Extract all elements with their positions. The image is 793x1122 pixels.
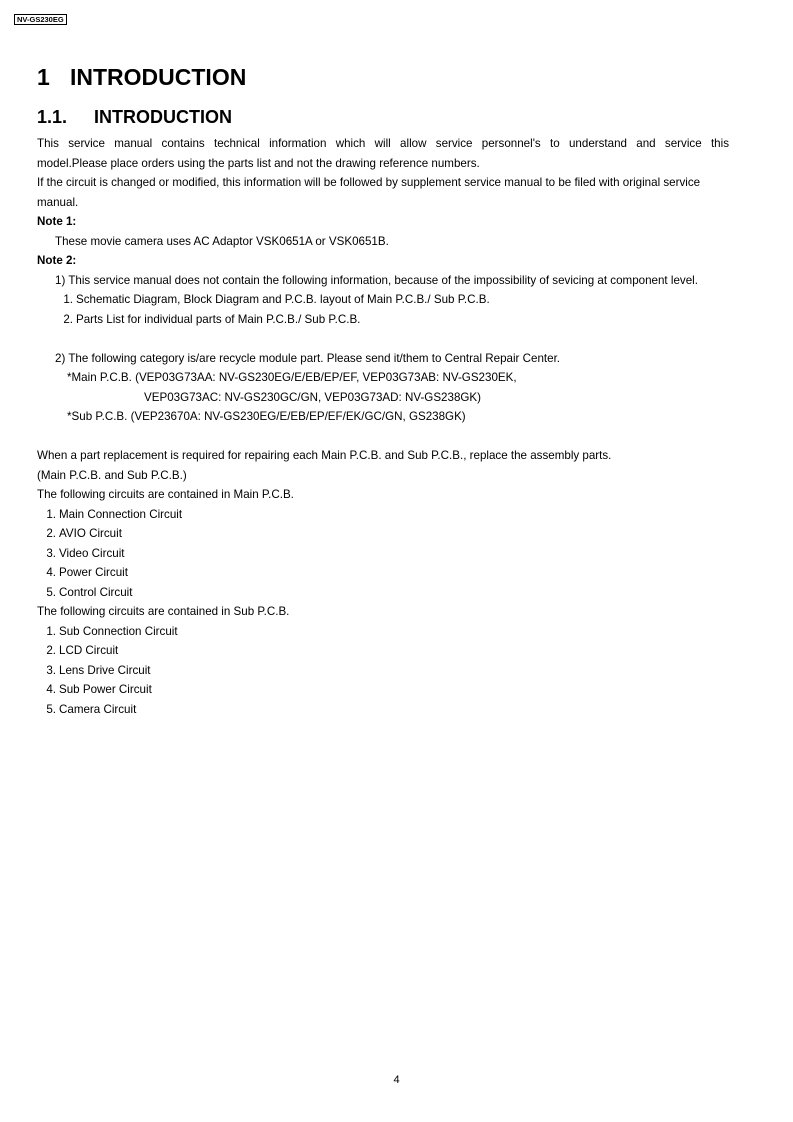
intro-paragraph-1-line-2: model.Please place orders using the parts list and not the drawing reference numbers. bbox=[37, 156, 480, 170]
list-item bbox=[37, 310, 729, 330]
page-number: 4 bbox=[393, 1074, 400, 1086]
list-item bbox=[37, 680, 729, 700]
model-number-label: NV-GS230EG bbox=[14, 14, 67, 25]
section-title-text: INTRODUCTION bbox=[94, 107, 232, 127]
list-item-text: Video Circuit bbox=[59, 546, 125, 560]
list-item-number: 5. bbox=[46, 702, 56, 716]
list-item-text: Schematic Diagram, Block Diagram and P.C.B. layout of Main P.C.B./ Sub P.C.B. bbox=[76, 293, 490, 306]
note-1-text: These movie camera uses AC Adaptor VSK0651A or VSK0651B. bbox=[55, 234, 389, 248]
intro-paragraph-1 bbox=[37, 134, 729, 173]
list-item bbox=[37, 524, 729, 544]
list-item-number: 1. bbox=[63, 293, 73, 306]
spacer bbox=[37, 427, 729, 447]
list-item bbox=[37, 583, 729, 603]
note-1-label: Note 1: bbox=[37, 215, 77, 228]
note-2-item-1: 1) This service manual does not contain the following information, because of the impossibility of sevicing at component level. bbox=[55, 273, 698, 287]
list-item-number: 2. bbox=[46, 644, 56, 657]
list-item-text: Sub Power Circuit bbox=[59, 683, 152, 696]
list-item-number: 1. bbox=[46, 507, 56, 521]
note-2-item-1-sublist bbox=[37, 290, 729, 329]
note-2-item-2: 2) The following category is/are recycle module part. Please send it/them to Central Repair Center. bbox=[55, 351, 561, 365]
chapter-title bbox=[37, 63, 246, 91]
list-item-text: Sub Connection Circuit bbox=[59, 624, 178, 638]
list-item-number: 4. bbox=[46, 683, 56, 696]
list-item-text: Main Connection Circuit bbox=[59, 507, 183, 521]
list-item-number: 4. bbox=[46, 566, 56, 579]
sub-circuits-heading: The following circuits are contained in Sub P.C.B. bbox=[37, 605, 290, 618]
list-item-text: Parts List for individual parts of Main P.C.B./ Sub P.C.B. bbox=[76, 312, 361, 326]
list-item bbox=[37, 700, 729, 720]
list-item-number: 5. bbox=[46, 585, 56, 599]
main-circuits-heading: The following circuits are contained in Main P.C.B. bbox=[37, 488, 294, 501]
list-item-text: Camera Circuit bbox=[59, 702, 137, 716]
main-pcb-line-1: *Main P.C.B. (VEP03G73AA: NV-GS230EG/E/EB/EP/EF, VEP03G73AB: NV-GS230EK, bbox=[67, 371, 517, 384]
list-item-number: 1. bbox=[46, 624, 56, 638]
chapter-title-text: INTRODUCTION bbox=[70, 64, 247, 90]
list-item bbox=[37, 563, 729, 583]
intro-paragraph-1-line-1: This service manual contains technical information which will allow service personnel's to understand and service this bbox=[37, 137, 729, 150]
list-item bbox=[37, 290, 729, 310]
section-title bbox=[37, 106, 232, 128]
document-body bbox=[37, 134, 729, 719]
list-item-number: 3. bbox=[46, 663, 56, 677]
sub-circuits-list bbox=[37, 622, 729, 720]
chapter-number: 1 bbox=[37, 64, 50, 90]
replacement-line-1: When a part replacement is required for repairing each Main P.C.B. and Sub P.C.B., replace the assembly parts. bbox=[37, 449, 612, 462]
spacer bbox=[37, 329, 729, 349]
list-item bbox=[37, 661, 729, 681]
list-item-text: Power Circuit bbox=[59, 566, 128, 579]
list-item-number: 2. bbox=[63, 312, 73, 326]
intro-paragraph-2: If the circuit is changed or modified, this information will be followed by supplement service manual to be filed with original service manual. bbox=[37, 176, 701, 209]
sub-pcb-line: *Sub P.C.B. (VEP23670A: NV-GS230EG/E/EB/EP/EF/EK/GC/GN, GS238GK) bbox=[67, 410, 466, 423]
list-item-text: LCD Circuit bbox=[59, 644, 119, 657]
section-number: 1.1. bbox=[37, 107, 68, 127]
list-item-text: Lens Drive Circuit bbox=[59, 663, 151, 677]
list-item-number: 2. bbox=[46, 527, 56, 540]
list-item-number: 3. bbox=[46, 546, 56, 560]
list-item bbox=[37, 622, 729, 642]
list-item bbox=[37, 505, 729, 525]
list-item bbox=[37, 544, 729, 564]
main-circuits-list bbox=[37, 505, 729, 603]
list-item-text: AVIO Circuit bbox=[59, 527, 122, 540]
main-pcb-line-2: VEP03G73AC: NV-GS230GC/GN, VEP03G73AD: NV-GS238GK) bbox=[144, 390, 482, 404]
list-item bbox=[37, 641, 729, 661]
replacement-line-2: (Main P.C.B. and Sub P.C.B.) bbox=[37, 468, 187, 482]
note-2-label: Note 2: bbox=[37, 254, 77, 267]
list-item-text: Control Circuit bbox=[59, 585, 133, 599]
